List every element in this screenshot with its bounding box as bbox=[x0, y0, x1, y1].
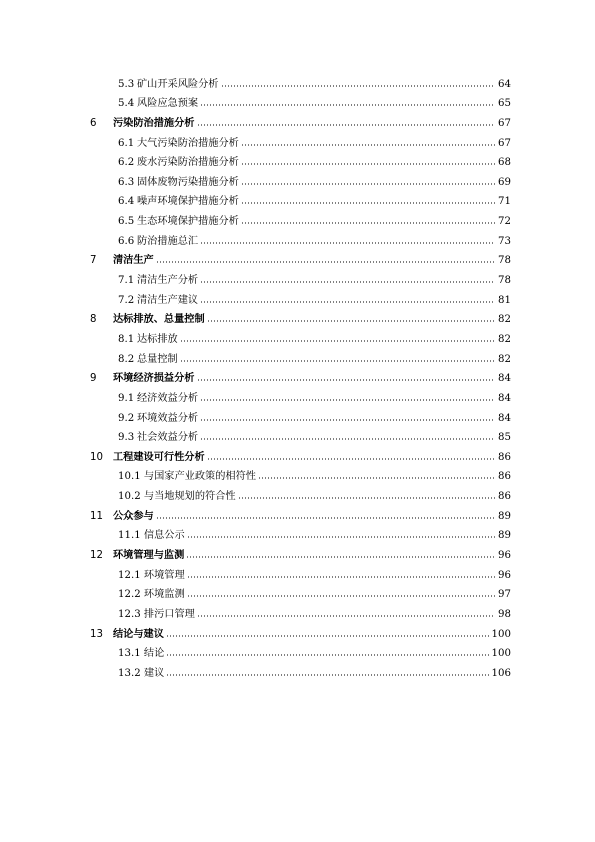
toc-dot-leader bbox=[200, 300, 495, 304]
toc-entry-title: 清洁生产 bbox=[113, 255, 154, 267]
toc-section-entry[interactable] bbox=[0, 287, 595, 307]
toc-page-number: 84 bbox=[498, 392, 511, 404]
toc-section-entry[interactable] bbox=[0, 641, 595, 661]
toc-dot-leader bbox=[241, 221, 495, 225]
toc-dot-leader bbox=[200, 103, 495, 107]
toc-entry-title: 噪声环境保护措施分析 bbox=[137, 196, 239, 208]
toc-page-number: 100 bbox=[491, 628, 511, 640]
toc-dot-leader bbox=[197, 614, 495, 618]
toc-dot-leader bbox=[241, 182, 495, 186]
toc-page-number: 97 bbox=[498, 589, 511, 601]
toc-entry-number: 5.4 bbox=[118, 98, 135, 110]
toc-section-entry[interactable] bbox=[0, 523, 595, 543]
toc-dot-leader bbox=[207, 319, 495, 323]
toc-entry-title: 大气污染防治措施分析 bbox=[137, 137, 239, 149]
toc-dot-leader bbox=[187, 535, 495, 539]
toc-dot-leader bbox=[197, 123, 496, 127]
toc-dot-leader bbox=[197, 378, 496, 382]
toc-dot-leader bbox=[156, 516, 495, 520]
toc-page-number: 100 bbox=[491, 648, 511, 660]
toc-entry-title: 环境经济损益分析 bbox=[113, 373, 195, 385]
toc-entry-title: 达标排放、总量控制 bbox=[113, 314, 205, 326]
toc-chapter-entry[interactable] bbox=[0, 248, 595, 268]
toc-page-number: 78 bbox=[498, 255, 511, 267]
toc-entry-number: 9.1 bbox=[118, 392, 135, 404]
toc-section-entry[interactable] bbox=[0, 464, 595, 484]
toc-dot-leader bbox=[180, 339, 495, 343]
toc-page-number: 89 bbox=[498, 510, 511, 522]
toc-page-number: 89 bbox=[498, 530, 511, 542]
toc-section-entry[interactable] bbox=[0, 483, 595, 503]
toc-page-number: 96 bbox=[498, 550, 511, 562]
toc-entry-title: 矿山开采风险分析 bbox=[137, 78, 219, 90]
toc-entry-title: 防治措施总汇 bbox=[137, 235, 199, 247]
toc-page-number: 106 bbox=[491, 667, 511, 679]
toc-entry-number: 7.2 bbox=[118, 294, 135, 306]
toc-dot-leader bbox=[221, 84, 496, 88]
toc-entry-title: 13.1 结论 bbox=[118, 648, 165, 660]
toc-section-entry[interactable] bbox=[0, 228, 595, 248]
toc-section-entry[interactable] bbox=[0, 425, 595, 445]
toc-entry-title: 12.2 环境监测 bbox=[118, 589, 185, 601]
toc-entry-number: 6.2 bbox=[118, 157, 135, 169]
toc-chapter-entry[interactable] bbox=[0, 621, 595, 641]
toc-page-number: 72 bbox=[498, 216, 511, 228]
toc-entry-title: 环境管理与监测 bbox=[113, 550, 185, 562]
toc-entry-number: 6.1 bbox=[118, 137, 135, 149]
toc-page-number: 86 bbox=[498, 491, 511, 503]
toc-entry-number: 12 bbox=[90, 550, 103, 562]
toc-dot-leader bbox=[258, 476, 495, 480]
toc-entry-title: 12.3 排污口管理 bbox=[118, 608, 195, 620]
toc-page-number: 84 bbox=[498, 373, 511, 385]
toc-entry-number: 8 bbox=[90, 314, 97, 326]
toc-section-entry[interactable] bbox=[0, 150, 595, 170]
toc-dot-leader bbox=[156, 260, 495, 264]
toc-section-entry[interactable] bbox=[0, 405, 595, 425]
toc-entry-title: 达标排放 bbox=[137, 333, 178, 345]
toc-dot-leader bbox=[200, 418, 495, 422]
toc-entry-title: 结论与建议 bbox=[113, 628, 164, 640]
toc-page-number: 73 bbox=[498, 235, 511, 247]
toc-entry-title: 12.1 环境管理 bbox=[118, 569, 185, 581]
toc-entry-number: 10 bbox=[90, 451, 103, 463]
toc-page-number: 82 bbox=[498, 314, 511, 326]
toc-entry-number: 9.3 bbox=[118, 432, 135, 444]
toc-page-number: 67 bbox=[498, 137, 511, 149]
toc-page-number: 96 bbox=[498, 569, 511, 581]
toc-dot-leader bbox=[186, 555, 495, 559]
toc-section-entry[interactable] bbox=[0, 562, 595, 582]
toc-section-entry[interactable] bbox=[0, 169, 595, 189]
toc-entry-number: 8.1 bbox=[118, 333, 135, 345]
toc-dot-leader bbox=[180, 359, 495, 363]
toc-chapter-entry[interactable] bbox=[0, 542, 595, 562]
table-of-contents bbox=[0, 71, 595, 680]
toc-entry-title: 10.1 与国家产业政策的相符性 bbox=[118, 471, 256, 483]
toc-entry-title: 总量控制 bbox=[137, 353, 178, 365]
toc-section-entry[interactable] bbox=[0, 71, 595, 91]
toc-entry-number: 6.4 bbox=[118, 196, 135, 208]
toc-entry-title: 生态环境保护措施分析 bbox=[137, 216, 239, 228]
toc-entry-number: 11 bbox=[90, 510, 103, 522]
toc-entry-title: 废水污染防治措施分析 bbox=[137, 157, 239, 169]
toc-entry-title: 社会效益分析 bbox=[137, 432, 199, 444]
toc-entry-number: 7.1 bbox=[118, 275, 135, 287]
toc-entry-title: 13.2 建议 bbox=[118, 667, 165, 679]
toc-dot-leader bbox=[241, 201, 495, 205]
toc-entry-number: 6.5 bbox=[118, 216, 135, 228]
toc-page-number: 81 bbox=[498, 294, 511, 306]
toc-entry-number: 8.2 bbox=[118, 353, 135, 365]
toc-page-number: 82 bbox=[498, 353, 511, 365]
toc-section-entry[interactable] bbox=[0, 91, 595, 111]
toc-page-number: 71 bbox=[498, 196, 511, 208]
toc-dot-leader bbox=[166, 653, 491, 657]
toc-entry-number: 9.2 bbox=[118, 412, 135, 424]
toc-entry-number: 6.6 bbox=[118, 235, 135, 247]
toc-chapter-entry[interactable] bbox=[0, 366, 595, 386]
toc-page-number: 65 bbox=[498, 98, 511, 110]
toc-entry-number: 5.3 bbox=[118, 78, 135, 90]
toc-entry-number: 13 bbox=[90, 628, 103, 640]
toc-entry-title: 经济效益分析 bbox=[137, 392, 199, 404]
toc-entry-title: 清洁生产建议 bbox=[137, 294, 199, 306]
toc-page-number: 86 bbox=[498, 451, 511, 463]
toc-section-entry[interactable] bbox=[0, 208, 595, 228]
toc-section-entry[interactable] bbox=[0, 385, 595, 405]
toc-page-number: 86 bbox=[498, 471, 511, 483]
toc-section-entry[interactable] bbox=[0, 189, 595, 209]
toc-page-number: 68 bbox=[498, 157, 511, 169]
toc-page-number: 69 bbox=[498, 176, 511, 188]
toc-dot-leader bbox=[200, 280, 495, 284]
toc-dot-leader bbox=[200, 437, 495, 441]
toc-entry-title: 清洁生产分析 bbox=[137, 275, 199, 287]
toc-page-number: 98 bbox=[498, 608, 511, 620]
toc-entry-title: 固体废物污染措施分析 bbox=[137, 176, 239, 188]
toc-page-number: 67 bbox=[498, 117, 511, 129]
toc-entry-title: 风险应急预案 bbox=[137, 98, 199, 110]
toc-entry-number: 6.3 bbox=[118, 176, 135, 188]
toc-entry-title: 公众参与 bbox=[113, 510, 154, 522]
toc-chapter-entry[interactable] bbox=[0, 110, 595, 130]
toc-chapter-entry[interactable] bbox=[0, 444, 595, 464]
toc-section-entry[interactable] bbox=[0, 326, 595, 346]
toc-section-entry[interactable] bbox=[0, 582, 595, 602]
toc-dot-leader bbox=[187, 575, 495, 579]
toc-section-entry[interactable] bbox=[0, 267, 595, 287]
toc-page-number: 84 bbox=[498, 412, 511, 424]
toc-page-number: 78 bbox=[498, 275, 511, 287]
toc-section-entry[interactable] bbox=[0, 601, 595, 621]
toc-entry-title: 环境效益分析 bbox=[137, 412, 199, 424]
toc-entry-title: 污染防治措施分析 bbox=[113, 117, 195, 129]
toc-chapter-entry[interactable] bbox=[0, 307, 595, 327]
toc-entry-number: 7 bbox=[90, 255, 97, 267]
toc-section-entry[interactable] bbox=[0, 660, 595, 680]
toc-dot-leader bbox=[238, 496, 495, 500]
toc-chapter-entry[interactable] bbox=[0, 503, 595, 523]
toc-entry-title: 工程建设可行性分析 bbox=[113, 451, 205, 463]
toc-dot-leader bbox=[187, 594, 495, 598]
toc-dot-leader bbox=[166, 634, 491, 638]
toc-dot-leader bbox=[200, 241, 495, 245]
toc-page-number: 64 bbox=[498, 78, 511, 90]
toc-entry-title: 11.1 信息公示 bbox=[118, 530, 185, 542]
toc-page-number: 82 bbox=[498, 333, 511, 345]
toc-entry-number: 6 bbox=[90, 117, 97, 129]
toc-section-entry[interactable] bbox=[0, 346, 595, 366]
toc-dot-leader bbox=[241, 143, 495, 147]
toc-section-entry[interactable] bbox=[0, 130, 595, 150]
toc-entry-title: 10.2 与当地规划的符合性 bbox=[118, 491, 236, 503]
toc-dot-leader bbox=[241, 162, 495, 166]
toc-dot-leader bbox=[166, 673, 491, 677]
toc-page-number: 85 bbox=[498, 432, 511, 444]
toc-dot-leader bbox=[207, 457, 495, 461]
toc-entry-number: 9 bbox=[90, 373, 97, 385]
toc-dot-leader bbox=[200, 398, 495, 402]
